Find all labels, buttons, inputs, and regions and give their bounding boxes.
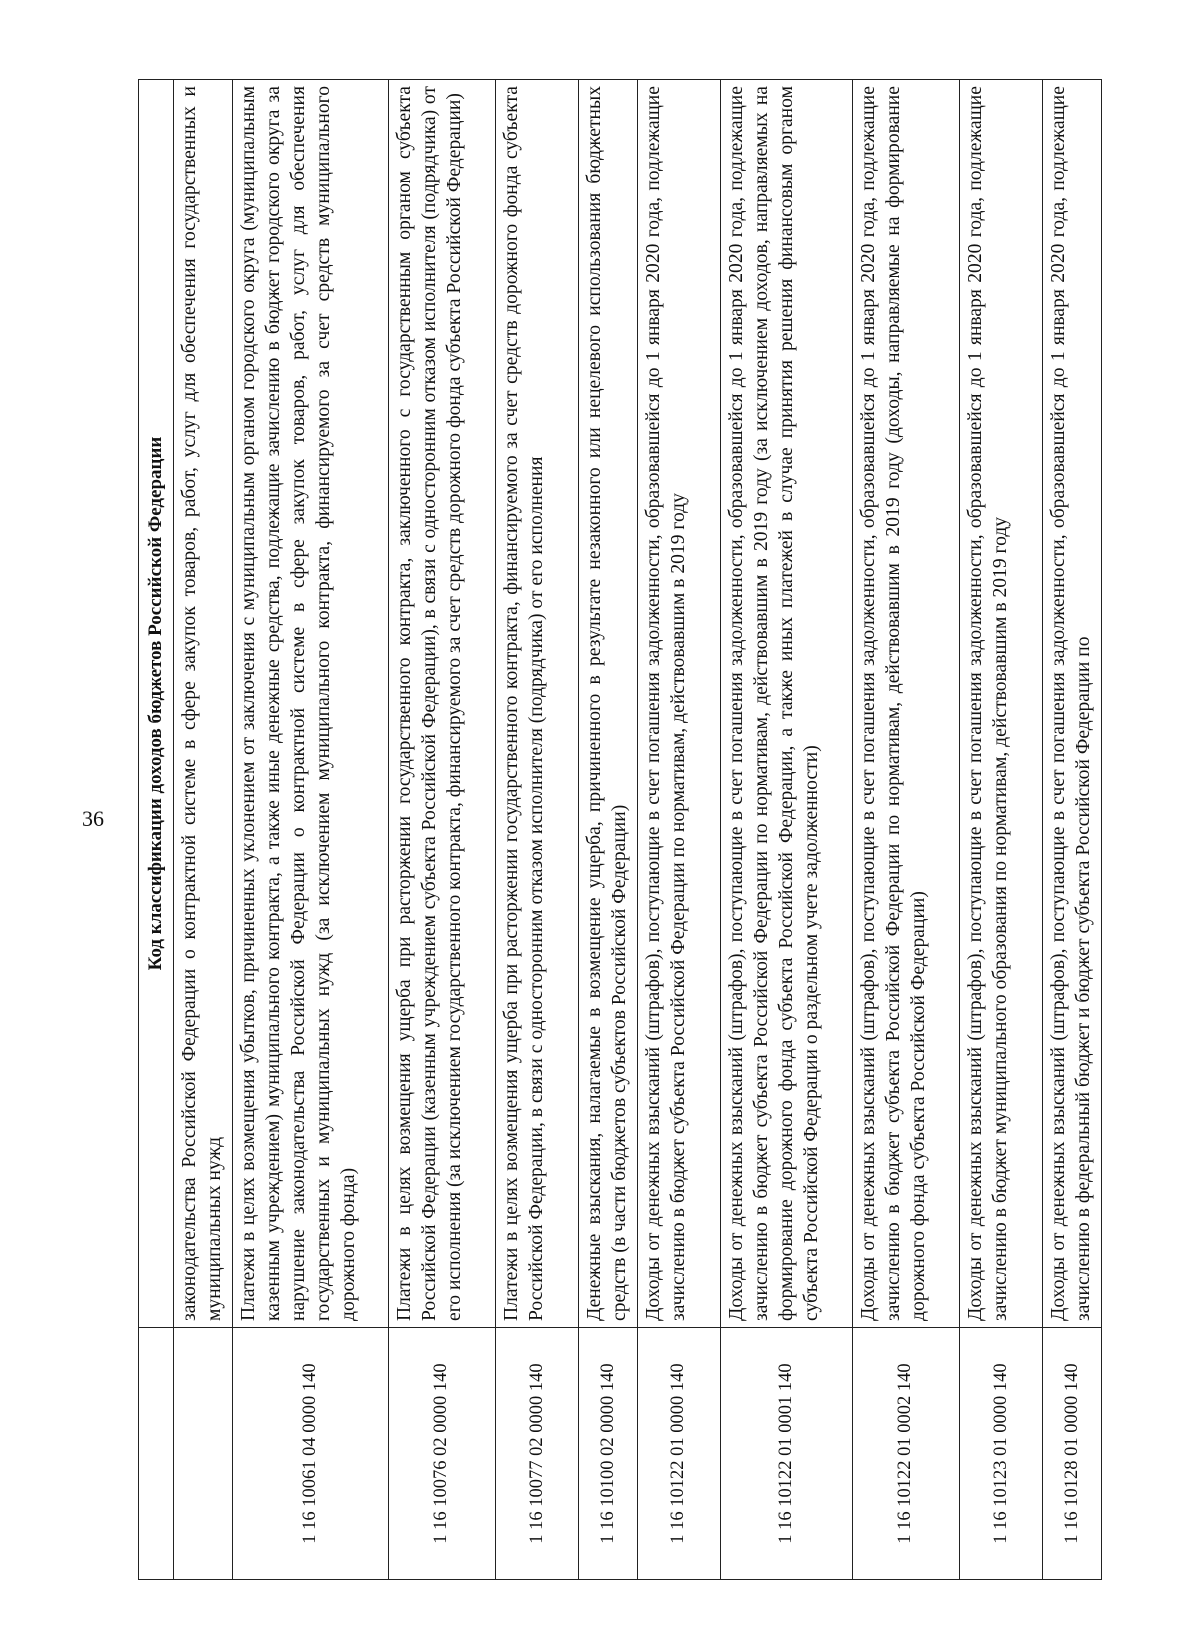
rotated-table-container bbox=[138, 80, 1102, 1580]
table-row bbox=[637, 80, 720, 1580]
row-description: Доходы от денежных взысканий (штрафов), поступающие в счет погашения задолженности, образовавшейся до 1 января 2020 года, подлежащие зачислению в бюджет муниципального образования по нормативам, действовавшим в 2019 году bbox=[960, 80, 1043, 1328]
table-header-row bbox=[139, 80, 174, 1580]
page-number: 36 bbox=[82, 806, 104, 831]
row-description: Платежи в целях возмещения ущерба при расторжении государственного контракта, заключенного с государственным органом субъекта Российской Федерации (казенным учреждением субъекта Российской Федерации), в связи с односторонним отказом исполнителя (подрядчика) от его исполнения (за исключением государственного контракта, финансируемого за счет средств дорожного фонда субъекта Российской Федерации) bbox=[388, 80, 495, 1328]
table-row bbox=[721, 80, 853, 1580]
row-description: законодательства Российской Федерации о контрактной системе в сфере закупок товаров, работ, услуг для обеспечения государственных и муниципальных нужд bbox=[174, 80, 233, 1328]
row-code bbox=[174, 1328, 233, 1580]
row-code: 1 16 10100 02 0000 140 bbox=[579, 1328, 638, 1580]
table-row bbox=[232, 80, 388, 1580]
row-code: 1 16 10076 02 0000 140 bbox=[388, 1328, 495, 1580]
header-desc-cell: Код классификации доходов бюджетов Российской Федерации bbox=[139, 80, 174, 1328]
row-description: Денежные взыскания, налагаемые в возмещение ущерба, причиненного в результате незаконного или нецелевого использования бюджетных средств (в части бюджетов субъектов Российской Федерации) bbox=[579, 80, 638, 1328]
row-description: Платежи в целях возмещения ущерба при расторжении государственного контракта, финансируемого за счет средств дорожного фонда субъекта Российской Федерации, в связи с односторонним отказом исполнителя (подрядчика) от его исполнения bbox=[496, 80, 579, 1328]
row-description: Доходы от денежных взысканий (штрафов), поступающие в счет погашения задолженности, образовавшейся до 1 января 2020 года, подлежащие зачислению в бюджет субъекта Российской Федерации по нормативам, действовавшим в 2019 году bbox=[637, 80, 720, 1328]
table-row bbox=[174, 80, 233, 1580]
header-code-cell bbox=[139, 1328, 174, 1580]
row-description: Платежи в целях возмещения убытков, причиненных уклонением от заключения с муниципальным органом городского округа (муниципальным казенным учреждением) муниципального контракта, а также иные денежные средства, подлежащие зачислению в бюджет городского округа за нарушение законодательства Российской Федерации о контрактной системе в сфере закупок товаров, работ, услуг для обеспечения государственных и муниципальных нужд (за исключением муниципального контракта, финансируемого за счет средств муниципального дорожного фонда) bbox=[232, 80, 388, 1328]
table-row bbox=[496, 80, 579, 1580]
row-code: 1 16 10122 01 0001 140 bbox=[721, 1328, 853, 1580]
row-code: 1 16 10122 01 0002 140 bbox=[852, 1328, 959, 1580]
row-code: 1 16 10122 01 0000 140 bbox=[637, 1328, 720, 1580]
table-row bbox=[1043, 80, 1102, 1580]
row-code: 1 16 10128 01 0000 140 bbox=[1043, 1328, 1102, 1580]
row-code: 1 16 10123 01 0000 140 bbox=[960, 1328, 1043, 1580]
row-code: 1 16 10061 04 0000 140 bbox=[232, 1328, 388, 1580]
table-row bbox=[852, 80, 959, 1580]
row-description: Доходы от денежных взысканий (штрафов), поступающие в счет погашения задолженности, образовавшейся до 1 января 2020 года, подлежащие зачислению в бюджет субъекта Российской Федерации по нормативам, действовавшим в 2019 году (доходы, направляемые на формирование дорожного фонда субъекта Российской Федерации) bbox=[852, 80, 959, 1328]
row-description: Доходы от денежных взысканий (штрафов), поступающие в счет погашения задолженности, образовавшейся до 1 января 2020 года, подлежащие зачислению в федеральный бюджет и бюджет субъекта Российской Федерации по bbox=[1043, 80, 1102, 1328]
row-description: Доходы от денежных взысканий (штрафов), поступающие в счет погашения задолженности, образовавшейся до 1 января 2020 года, подлежащие зачислению в бюджет субъекта Российской Федерации по нормативам, действовавшим в 2019 году (за исключением доходов, направляемых на формирование дорожного фонда субъекта Российской Федерации, а также иных платежей в случае принятия решения финансовым органом субъекта Российской Федерации о раздельном учете задолженности) bbox=[721, 80, 853, 1328]
table-row bbox=[579, 80, 638, 1580]
table-row bbox=[960, 80, 1043, 1580]
table-row bbox=[388, 80, 495, 1580]
row-code: 1 16 10077 02 0000 140 bbox=[496, 1328, 579, 1580]
budget-classification-table bbox=[138, 79, 1102, 1580]
